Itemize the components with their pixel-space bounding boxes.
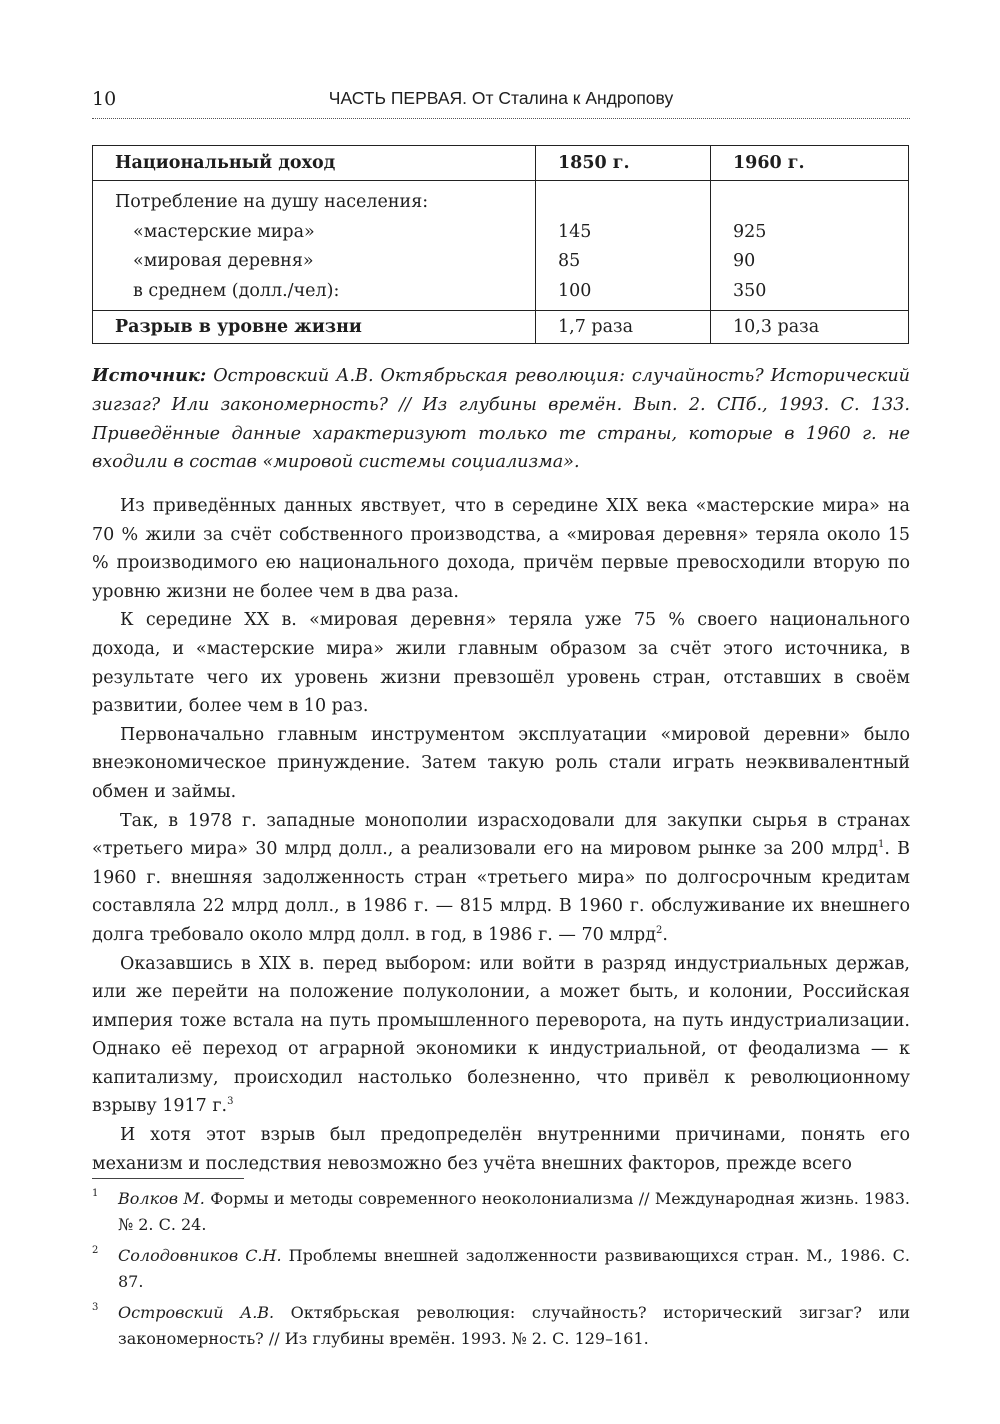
footnote-text: Формы и методы современного неоколониализма // Международная жизнь. 1983. № 2. С. 24. — [118, 1189, 910, 1234]
footnote-number: 3 — [92, 1302, 99, 1313]
paragraph-text: Так, в 1978 г. западные монополии израсходовали для закупки сырья в странах «третьего мира» 30 млрд долл., а реализовали его на мировом рынке за 200 млрд — [92, 810, 910, 860]
footnotes — [92, 1186, 910, 1357]
paragraph-text: . — [662, 924, 668, 945]
body-text — [92, 492, 910, 1178]
row-label-village: «мировая деревня» — [133, 251, 314, 271]
column-header-1850: 1850 г. — [536, 146, 711, 181]
values-1960-cell — [711, 181, 909, 311]
gap-label: Разрыв в уровне жизни — [93, 311, 536, 344]
running-title: ЧАСТЬ ПЕРВАЯ. От Сталина к Андропову — [328, 88, 674, 108]
footnote-text: Проблемы внешней задолженности развивающихся стран. М., 1986. С. 87. — [118, 1246, 911, 1291]
row-label-workshops: «мастерские мира» — [133, 221, 315, 242]
footnote-ref-1: 1 — [877, 839, 885, 851]
footnote-3 — [92, 1300, 910, 1351]
table-header-row — [93, 146, 909, 181]
gap-1960: 10,3 раза — [711, 311, 909, 344]
paragraph — [92, 950, 910, 1122]
value-1850-workshops: 145 — [558, 221, 592, 242]
paragraph-text: Оказавшись в XIX в. перед выбором: или войти в разряд индустриальных держав, или же перейти на положение полуколонии, а может быть, и колонии, Российская империя тоже встала на путь промышленного переворота, на путь индустриализации. Однако её переход от аграрной экономики к индустриальной, от феодализма — к капитализму, происходил настолько болезненно, что привёл к революционному взрыву 1917 г. — [92, 953, 910, 1117]
column-header-income: Национальный доход — [93, 146, 536, 181]
paragraph: Из приведённых данных явствует, что в середине XIX века «мастерские мира» на 70 % жили за счёт собственного производства, а «мировая деревня» теряла около 15 % производимого ею национального дохода, причём первые превосходили вторую по уровню жизни не более чем в два раза. — [92, 496, 910, 602]
column-header-1960: 1960 г. — [711, 146, 909, 181]
gap-row — [93, 311, 909, 344]
footnote-text: Октябрьская революция: случайность? исторический зигзаг? или закономерность? // Из глубины времён. 1993. № 2. С. 129–161. — [118, 1303, 910, 1348]
row-label-average: в среднем (долл./чел): — [133, 280, 340, 301]
gap-1850: 1,7 раза — [536, 311, 711, 344]
footnote-ref-2: 2 — [656, 925, 663, 937]
running-header — [92, 88, 910, 119]
page-number: 10 — [92, 88, 117, 110]
footnote-number: 1 — [92, 1188, 99, 1199]
source-text: Островский А.В. Октябрьская революция: случайность? Исторический зигзаг? Или закономерность? // Из глубины времён. Вып. 2. СПб., 1993. С. 133. Приведённые данные характеризуют только те страны, которые в 1960 г. не входили в состав «мировой системы социализма». — [92, 366, 911, 473]
table-body-row — [93, 181, 909, 311]
footnote-ref-3: 3 — [227, 1096, 234, 1108]
paragraph — [92, 807, 910, 950]
footnote-divider — [92, 1178, 244, 1179]
paragraph-text: . В 1960 г. внешняя задолженность стран «третьего мира» по долгосрочным кредитам составляла 22 млрд долл., в 1986 г. — 815 млрд. В 1960 г. обслуживание их внешнего долга требовало около млрд долл. в год, в 1986 г. — 70 млрд — [92, 839, 910, 945]
footnote-author: Волков М. — [118, 1189, 205, 1208]
footnote-2 — [92, 1243, 910, 1294]
value-1850-average: 100 — [558, 280, 592, 301]
table-source-note — [92, 362, 910, 477]
footnote-number: 2 — [92, 1245, 99, 1256]
footnote-author: Солодовников С.Н. — [118, 1246, 282, 1265]
section-label: Потребление на душу населения: — [115, 192, 429, 212]
paragraph: И хотя этот взрыв был предопределён внутренними причинами, понять его механизм и последствия невозможно без учёта внешних факторов, прежде всего — [92, 1125, 910, 1174]
row-labels-cell — [93, 181, 536, 311]
source-label: Источник: — [92, 365, 207, 386]
value-1960-workshops: 925 — [733, 221, 767, 242]
paragraph: Первоначально главным инструментом эксплуатации «мировой деревни» было внеэкономическое принуждение. Затем такую роль стали играть неэквивалентный обмен и займы. — [92, 724, 910, 802]
paragraph: К середине XX в. «мировая деревня» теряла уже 75 % своего национального дохода, и «мастерские мира» жили главным образом за счёт этого источника, в результате чего их уровень жизни превзошёл уровень стран, отставших в своём развитии, более чем в 10 раз. — [92, 610, 910, 717]
value-1960-village: 90 — [733, 251, 756, 271]
value-1850-village: 85 — [558, 251, 581, 271]
footnote-1 — [92, 1186, 910, 1237]
income-table — [92, 145, 909, 344]
value-1960-average: 350 — [733, 280, 767, 301]
footnote-author: Островский А.В. — [118, 1303, 275, 1322]
values-1850-cell — [536, 181, 711, 311]
